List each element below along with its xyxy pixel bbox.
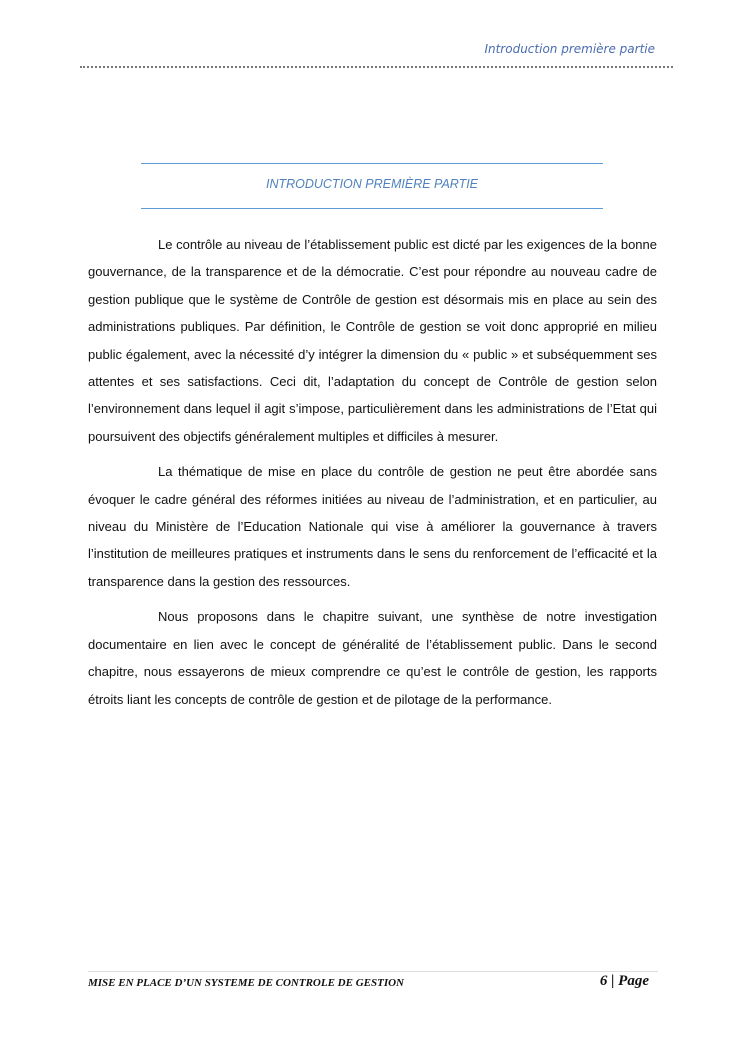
section-title: INTRODUCTION PREMIÈRE PARTIE <box>265 177 479 191</box>
running-header: Introduction première partie <box>484 42 655 56</box>
footer-title: MISE EN PLACE D’UN SYSTEME DE CONTROLE DE GESTION <box>88 977 404 989</box>
title-rule-bottom <box>141 208 603 209</box>
title-rule-top <box>141 163 603 164</box>
paragraph: Le contrôle au niveau de l’établissement public est dicté par les exigences de la bonne gouvernance, de la transparence et de la démocratie. C’est pour répondre au nouveau cadre de gestion publique que le système de Contrôle de gestion est désormais mis en place au sein des administrations publiques. Par définition, le Contrôle de gestion se voit donc approprié en milieu public également, avec la nécessité d’y intégrer la dimension du « public » et subséquemment ses attentes et ses satisfactions. Ceci dit, l’adaptation du concept de Contrôle de gestion selon l’environnement dans lequel il agit s’impose, particulièrement dans les administrations de l’Etat qui poursuivent des objectifs généralement multiples et difficiles à mesurer. <box>88 237 657 444</box>
body-text <box>88 231 657 721</box>
paragraph: Nous proposons dans le chapitre suivant, une synthèse de notre investigation documentaire en lien avec le concept de généralité de l’établissement public. Dans le second chapitre, nous essayerons de mieux comprendre ce qu’est le contrôle de gestion, les rapports étroits liant les concepts de contrôle de gestion et de pilotage de la performance. <box>88 609 657 707</box>
paragraph: La thématique de mise en place du contrôle de gestion ne peut être abordée sans évoquer le cadre général des réformes initiées au niveau de l’administration, et en particulier, au niveau du Ministère de l’Education Nationale qui vise à améliorer la gouvernance à travers l’institution de meilleures pratiques et instruments dans le sens du renforcement de l’efficacité et la transparence dans la gestion des ressources. <box>88 464 657 589</box>
header-divider <box>80 66 673 68</box>
footer-divider <box>88 971 658 972</box>
page-number: 6 | Page <box>599 973 649 989</box>
